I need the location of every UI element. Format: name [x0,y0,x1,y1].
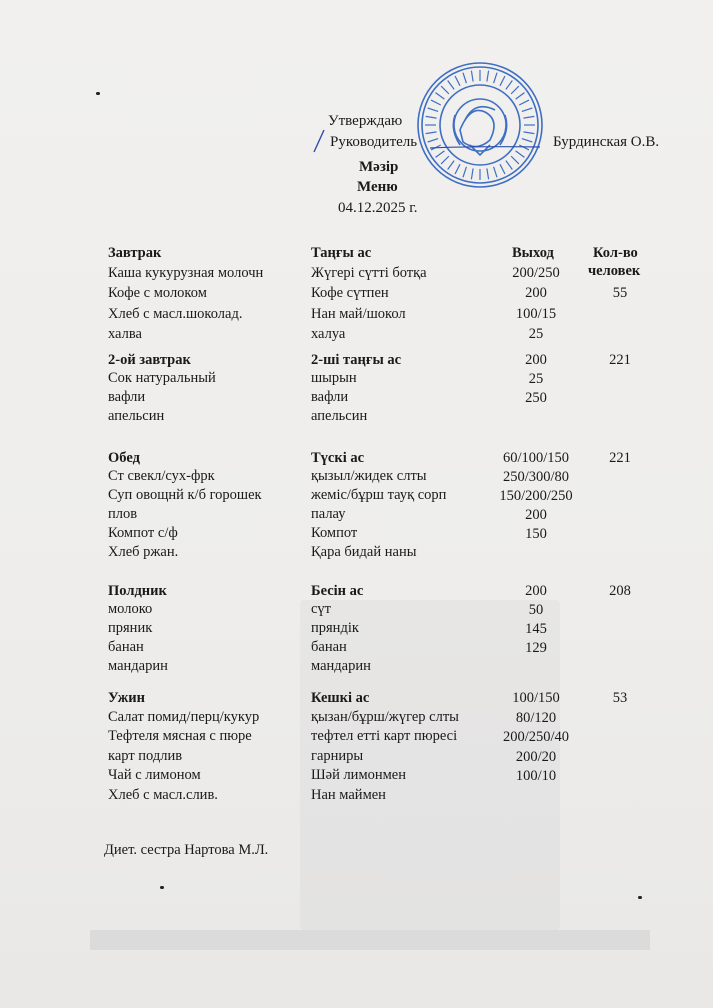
dish-name-kz: банан [311,639,347,655]
dish-name-kz: апельсин [311,408,368,424]
section-title-ru: Полдник [108,583,167,599]
person-count: 53 [612,690,628,706]
dish-name-kz: мандарин [311,658,371,674]
portion-output: 80/120 [515,709,557,726]
portion-output: 200 [525,583,547,599]
portion-output: 129 [525,640,547,656]
scan-speck [96,92,100,95]
dish-name-ru: пряник [108,620,153,636]
dish-name-ru: Хлеб с масл.шоколад. [108,305,243,322]
portion-output: 200 [525,352,547,368]
signature [310,126,550,156]
dish-name-ru: Хлеб с масл.слив. [108,786,218,803]
dish-name-kz: шырын [311,370,357,386]
person-count: 221 [609,352,631,368]
director-name: Бурдинская О.В. [553,134,660,150]
portion-output: 100/150 [512,690,560,706]
section-title-kz: 2-ші таңғы ас [311,352,402,368]
portion-output: 60/100/150 [502,450,570,466]
section-title-kz: Таңғы ас [311,245,372,261]
portion-output: 200/250 [512,264,560,281]
dish-name-ru: мандарин [108,658,168,674]
dish-name-kz: халуа [311,326,346,342]
dish-name-kz: палау [311,506,346,522]
approve-label: Утверждаю [328,113,403,129]
scan-speck [160,886,164,889]
dish-name-kz: вафли [311,389,349,405]
column-count-header-1: Кол-во [593,245,638,261]
dish-name-kz: Компот [311,525,358,541]
dish-name-kz: қызан/бұрш/жүгер слты [311,708,459,725]
dish-name-kz: гарниры [311,747,364,764]
dish-name-ru: банан [108,639,144,655]
dish-name-ru: Чай с лимоном [108,767,201,783]
portion-output: 200 [525,285,547,301]
dish-name-kz: Шәй лимонмен [311,767,407,783]
dish-name-kz: сүт [311,601,332,617]
title-ru: Меню [357,179,398,195]
portion-output: 150/200/250 [499,488,573,504]
dish-name-ru: Суп овощнй к/б горошек [108,487,262,503]
director-label: Руководитель [330,134,418,150]
dish-name-ru: Тефтеля мясная с пюре [108,728,252,744]
portion-output: 145 [525,621,547,637]
dish-name-ru: Хлеб ржан. [108,544,179,560]
portion-output: 200/250/40 [502,729,570,745]
column-count-header-2: человек [588,263,641,279]
column-output-header: Выход [512,245,554,261]
section-title-ru: 2-ой завтрак [108,352,191,368]
dish-name-kz: Кофе сүтпен [311,285,389,301]
dish-name-kz: жеміс/бұрш тауқ сорп [311,487,447,503]
dish-name-kz: Нан маймен [311,786,386,803]
portion-output: 100/10 [515,768,557,784]
portion-output: 100/15 [515,305,557,322]
dish-name-ru: Кофе с молоком [108,285,207,301]
dish-name-ru: Компот с/ф [108,525,178,541]
dish-name-kz: Қара бидай наны [311,544,417,560]
portion-output: 250 [525,390,547,406]
dish-name-ru: Каша кукурузная молочн [108,264,264,281]
portion-output: 50 [528,602,544,618]
dish-name-ru: Ст свекл/сух-фрк [108,468,215,484]
dish-name-kz: Нан май/шокол [311,305,406,322]
dish-name-ru: вафли [108,389,146,405]
section-title-ru: Завтрак [108,245,162,261]
dish-name-kz: пряндік [311,620,359,636]
dish-name-kz: Жүгері сүтті ботқа [311,264,427,281]
dish-name-ru: Салат помид/перц/кукур [108,708,260,725]
scan-shadow [90,930,650,950]
dietitian-signature-line: Диет. сестра Нартова М.Л. [104,842,269,858]
section-title-ru: Обед [108,450,140,466]
dish-name-ru: молоко [108,601,153,617]
portion-output: 200/20 [515,748,557,765]
portion-output: 25 [528,326,544,342]
section-title-kz: Бесін ас [311,583,364,599]
dish-name-ru: плов [108,506,138,522]
menu-date: 04.12.2025 г. [338,200,418,216]
dish-name-ru: халва [108,326,142,342]
section-title-ru: Ужин [108,690,145,706]
dish-name-ru: апельсин [108,408,165,424]
portion-output: 150 [525,526,547,542]
dish-name-ru: Сок натуральный [108,370,216,386]
official-seal-stamp [415,60,545,190]
person-count: 208 [609,583,631,599]
section-title-kz: Кешкі ас [311,690,370,706]
section-title-kz: Түскі ас [311,450,365,466]
portion-output: 250/300/80 [502,469,570,485]
person-count: 55 [612,285,628,301]
person-count: 221 [609,450,631,466]
dish-name-kz: қызыл/жидек слты [311,468,427,484]
portion-output: 25 [528,371,544,387]
dish-name-kz: тефтел етті карт пюресі [311,728,458,744]
scan-speck [638,896,642,899]
title-kz: Мәзір [359,159,399,175]
dish-name-ru: карт подлив [108,747,183,764]
portion-output: 200 [525,507,547,523]
